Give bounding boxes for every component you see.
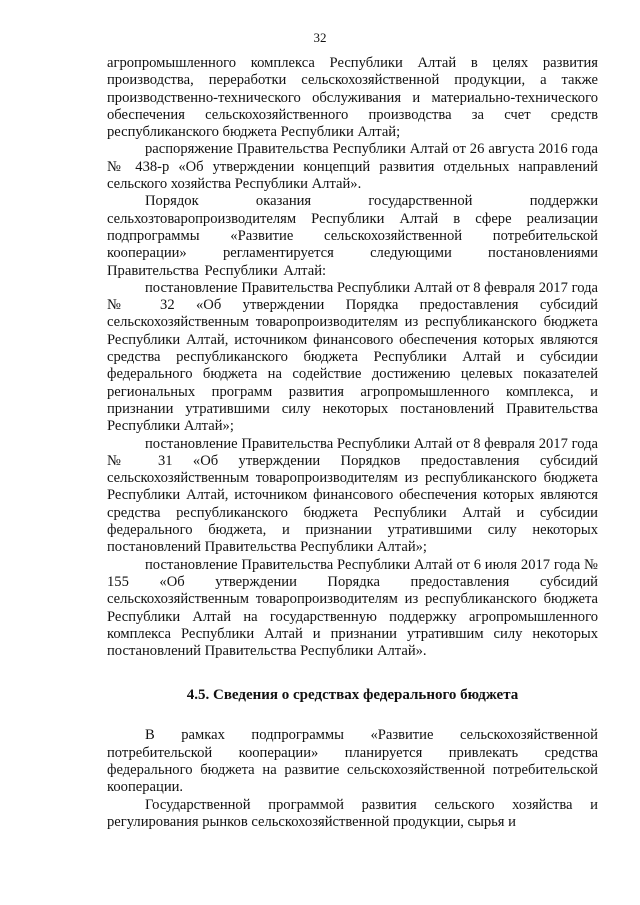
paragraph-resolution-155: постановление Правительства Республики Алтай от 6 июля 2017 года № 155 «Об утверждении Порядка предоставления субсидий сельскохозяйственным товаропроизводителям из республиканского бюджета Республики Алтай на государственную поддержку агропромышленного комплекса Республики Алтай и признании утратившим силу некоторых постановлений Правительства Республики Алтай». bbox=[107, 556, 598, 660]
page-number: 32 bbox=[313, 30, 327, 45]
paragraph-decree-2016: распоряжение Правительства Республики Алтай от 26 августа 2016 года № 438-р «Об утверждении концепций развития отдельных направлений сельского хозяйства Республики Алтай». bbox=[107, 141, 598, 193]
document-body bbox=[107, 55, 598, 831]
paragraph-continuation: агропромышленного комплекса Республики Алтай в целях развития производства, переработки сельскохозяйственной продукции, а также производственно-технического обслуживания и материально-технического обеспечения сельскохозяйственного производства за счет средств республиканского бюджета Республики Алтай; bbox=[107, 55, 598, 141]
paragraph-support-procedure: Порядок оказания государственной поддержки сельхозтоваропроизводителям Республики Алтай в сфере реализации подпрограммы «Развитие сельскохозяйственной потребительской кооперации» регламентируется следующими постановлениями Правительства Республики Алтай: bbox=[107, 193, 598, 279]
paragraph-state-program: Государственной программой развития сельского хозяйства и регулирования рынков сельскохозяйственной продукции, сырья и bbox=[107, 796, 598, 830]
section-heading: 4.5. Сведения о средствах федерального бюджета bbox=[186, 687, 519, 704]
paragraph-resolution-32: постановление Правительства Республики Алтай от 8 февраля 2017 года № 32 «Об утверждении Порядка предоставления субсидий сельскохозяйственным товаропроизводителям из республиканского бюджета Республики Алтай, источником финансового обеспечения которых являются средства республиканского бюджета Республики Алтай и субсидии федерального бюджета на содействие достижению целевых показателей региональных программ развития агропромышленного комплекса, и признании утратившими силу некоторых постановлений Правительства Республики Алтай»; bbox=[107, 279, 598, 435]
paragraph-resolution-31: постановление Правительства Республики Алтай от 8 февраля 2017 года № 31 «Об утверждении Порядков предоставления субсидий сельскохозяйственным товаропроизводителям из республиканского бюджета Республики Алтай, источником финансового обеспечения которых являются средства республиканского бюджета Республики Алтай и субсидии федерального бюджета, и признании утратившими силу некоторых постановлений Правительства Республики Алтай»; bbox=[107, 435, 598, 556]
paragraph-federal-funds: В рамках подпрограммы «Развитие сельскохозяйственной потребительской кооперации» планируется привлекать средства федерального бюджета на развитие сельскохозяйственной потребительской кооперации. bbox=[107, 727, 598, 796]
